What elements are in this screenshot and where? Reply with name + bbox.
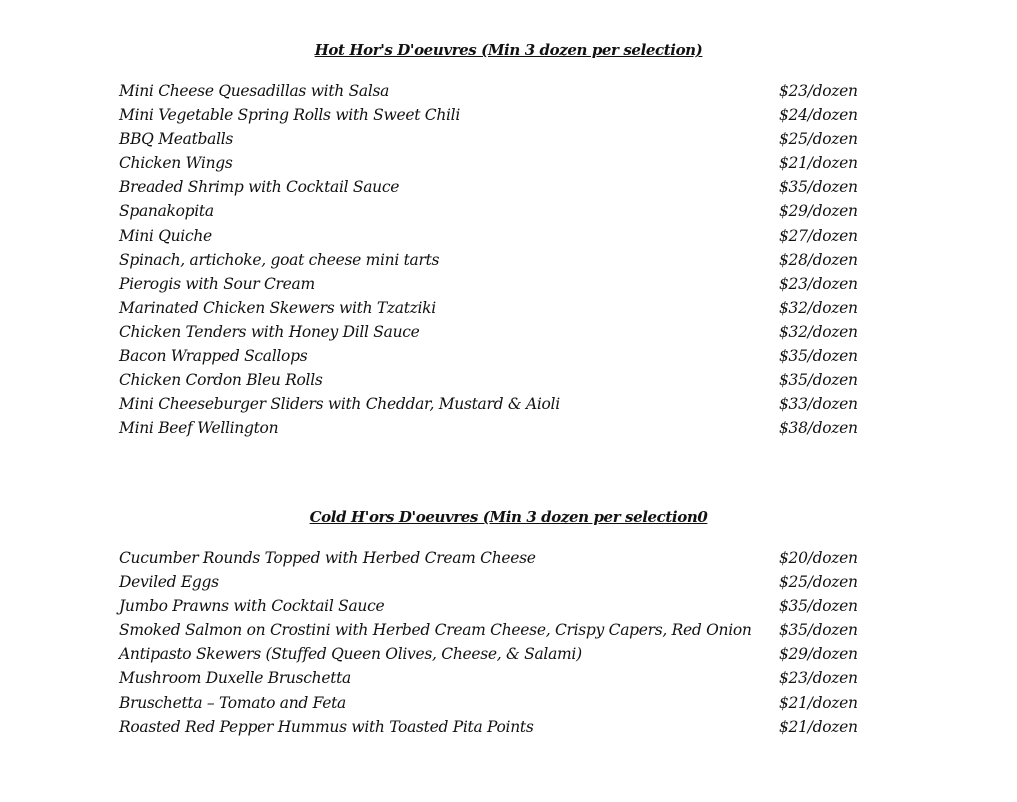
- menu-item-price: $23/dozen: [779, 669, 858, 688]
- menu-item: [0, 320, 1017, 344]
- menu-item: [0, 715, 1017, 739]
- cold-hors-doeuvres-section: [0, 505, 1017, 739]
- menu-item-name: Jumbo Prawns with Cocktail Sauce: [119, 597, 385, 616]
- menu-item-name: Bacon Wrapped Scallops: [119, 347, 308, 366]
- menu-item-price: $35/dozen: [779, 597, 858, 616]
- menu-item-price: $21/dozen: [779, 693, 858, 712]
- menu-item-price: $32/dozen: [779, 322, 858, 341]
- menu-item: [0, 175, 1017, 199]
- menu-item-name: Chicken Cordon Bleu Rolls: [119, 371, 323, 390]
- cold-section-title: Cold H'ors D'oeuvres (Min 3 dozen per selection0: [309, 508, 708, 526]
- menu-item-price: $27/dozen: [779, 226, 858, 245]
- menu-item-price: $23/dozen: [779, 82, 858, 100]
- menu-item: [0, 416, 1017, 440]
- menu-item-name: Deviled Eggs: [119, 573, 219, 592]
- menu-item-name: Chicken Wings: [119, 154, 233, 173]
- menu-item: [0, 151, 1017, 175]
- menu-item: [0, 344, 1017, 368]
- menu-item: [0, 642, 1017, 666]
- menu-item: [0, 127, 1017, 151]
- menu-item: [0, 368, 1017, 392]
- menu-item-price: $35/dozen: [779, 621, 858, 640]
- menu-item-name: Spinach, artichoke, goat cheese mini tarts: [119, 250, 440, 269]
- menu-item-name: Mini Quiche: [119, 226, 212, 245]
- menu-item-name: Antipasto Skewers (Stuffed Queen Olives, Cheese, & Salami): [119, 645, 582, 664]
- hot-hors-doeuvres-section: [0, 38, 1017, 440]
- menu-item-price: $35/dozen: [779, 371, 858, 390]
- menu-item-name: Roasted Red Pepper Hummus with Toasted Pita Points: [119, 717, 534, 736]
- menu-item: [0, 296, 1017, 320]
- menu-item: [0, 392, 1017, 416]
- menu-item-name: Mini Vegetable Spring Rolls with Sweet Chili: [119, 106, 460, 125]
- menu-item-price: $35/dozen: [779, 178, 858, 197]
- hot-section-title: Hot Hor's D'oeuvres (Min 3 dozen per selection): [314, 41, 703, 59]
- menu-item-price: $33/dozen: [779, 395, 858, 414]
- menu-item-name: Bruschetta – Tomato and Feta: [119, 693, 346, 712]
- menu-item-name: Smoked Salmon on Crostini with Herbed Cream Cheese, Crispy Capers, Red Onion: [119, 621, 752, 640]
- menu-item-name: Mini Cheeseburger Sliders with Cheddar, Mustard & Aioli: [119, 395, 560, 414]
- menu-item: [0, 248, 1017, 272]
- menu-item: [0, 546, 1017, 570]
- menu-item-name: Chicken Tenders with Honey Dill Sauce: [119, 322, 420, 341]
- menu-item-name: Mini Beef Wellington: [119, 419, 279, 438]
- menu-item-price: $23/dozen: [779, 274, 858, 293]
- menu-item-price: $28/dozen: [779, 250, 858, 269]
- menu-item-price: $29/dozen: [779, 645, 858, 664]
- menu-item: [0, 570, 1017, 594]
- menu-item-price: $29/dozen: [779, 202, 858, 221]
- menu-item-name: Breaded Shrimp with Cocktail Sauce: [119, 178, 400, 197]
- menu-item-price: $21/dozen: [779, 154, 858, 173]
- menu-item-price: $38/dozen: [779, 419, 858, 438]
- menu-item: [0, 618, 1017, 642]
- menu-item-name: BBQ Meatballs: [119, 130, 234, 149]
- menu-item-price: $32/dozen: [779, 298, 858, 317]
- menu-item-price: $35/dozen: [779, 347, 858, 366]
- menu-item: [0, 103, 1017, 127]
- menu-item: [0, 691, 1017, 715]
- cold-menu-list: [0, 546, 1017, 739]
- hot-menu-list: [0, 79, 1017, 440]
- menu-item-name: Mini Cheese Quesadillas with Salsa: [119, 82, 390, 100]
- menu-item: [0, 272, 1017, 296]
- menu-item: [0, 199, 1017, 223]
- menu-item: [0, 224, 1017, 248]
- menu-item-price: $24/dozen: [779, 106, 858, 125]
- menu-item-price: $21/dozen: [779, 717, 858, 736]
- menu-item-price: $25/dozen: [779, 573, 858, 592]
- menu-item-name: Mushroom Duxelle Bruschetta: [119, 669, 351, 688]
- menu-item-name: Marinated Chicken Skewers with Tzatziki: [119, 298, 436, 317]
- menu-item-name: Cucumber Rounds Topped with Herbed Cream Cheese: [119, 549, 536, 567]
- menu-item-price: $25/dozen: [779, 130, 858, 149]
- menu-item-name: Spanakopita: [119, 202, 214, 221]
- menu-item-price: $20/dozen: [779, 549, 858, 567]
- menu-item-name: Pierogis with Sour Cream: [119, 274, 315, 293]
- menu-item: [0, 666, 1017, 690]
- menu-item: [0, 79, 1017, 103]
- menu-item: [0, 594, 1017, 618]
